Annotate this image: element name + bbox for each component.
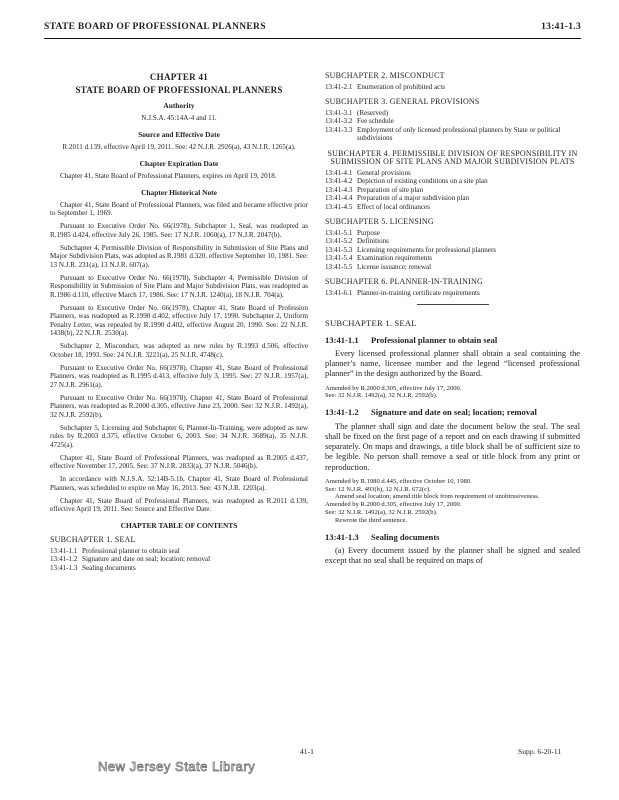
toc-subchapter-block (325, 278, 580, 297)
toc-subchapter-heading: SUBCHAPTER 6. PLANNER-IN-TRAINING (325, 277, 483, 286)
toc-entry-title: Preparation of site plan (357, 185, 423, 194)
toc-entry-number: 13:41-3.3 (325, 125, 353, 134)
toc-entry-title: Purpose (357, 228, 380, 237)
supplement-date: Supp. 6-20-11 (518, 747, 562, 756)
toc-entry[interactable] (50, 564, 308, 573)
toc-entry-title: Fee schedule (357, 117, 394, 125)
history-paragraph: Subchapter 2, Misconduct, was adopted as new rules by R.1993 d.506, effective October 18, 1993. See: 24 N.J.R. 3221(a), 25 N.J.R. 4748(c). (50, 342, 308, 359)
expiration-text: Chapter 41, State Board of Professional Planners, expires on April 19, 2018. (60, 171, 277, 180)
note-line: See: 12 N.J.R. 493(b), 12 N.J.R. 672(c). (325, 485, 431, 493)
toc-entry-number: 13:41-1.1 (50, 546, 78, 555)
source-text: R.2011 d.139, effective April 19, 2011. See: 42 N.J.R. 2926(a), 43 N.J.R. 1265(a). (62, 142, 296, 151)
note-line: Amended by R.2000 d.305, effective July 17, 2000. (325, 384, 462, 392)
toc-entry-number: 13:41-5.4 (325, 254, 353, 262)
history-paragraph: Pursuant to Executive Order No. 66(1978), Chapter 41, State Board of Profession Planners, was readopted as R.1990 d.402, effective July 17, 1990. Subchapter 2, Uniform Penalty Letter, was repealed by R.1990 d.402, effective August 20, 1990. See: 22 N.J.R. 1438(b), 22 N.J.R. 2530(a). (50, 303, 308, 337)
toc-entry[interactable] (325, 203, 580, 212)
toc-subchapter-heading: SUBCHAPTER 4. PERMISSIBLE DIVISION OF RESPONSIBILITY IN SUBMISSION OF SITE PLANS AND MAJOR SUBDIVISION PLATS (327, 148, 578, 166)
toc-entry[interactable] (325, 263, 580, 272)
toc-entry[interactable] (325, 186, 580, 195)
toc-heading: CHAPTER TABLE OF CONTENTS (120, 520, 238, 530)
chapter-title: STATE BOARD OF PROFESSIONAL PLANNERS (75, 84, 283, 95)
history-paragraph: Chapter 41, State Board of Professional Planners, was readopted as R.2005 d.437, effective November 17, 2005. See: 37 N.J.R. 2833(a), 37 N.J.R. 5046(b). (50, 453, 308, 470)
history-paragraph: Pursuant to Executive Order No. 66(1978), Subchapter 4, Permissible Division of Responsibility in Submission of Site Plans and Major Subdivision Plats, was readopted as R.1986 d.110, effective March 17, 1986. See: 17 N.J.R. 1240(a), 18 N.J.R. 704(a). (50, 273, 308, 299)
toc-entry-title: Definitions (357, 237, 389, 245)
toc-entry-title: Enumeration of prohibited acts (357, 82, 446, 91)
authority-text: N.J.S.A. 45:14A-4 and 11. (141, 113, 217, 122)
toc-subchapter-heading: SUBCHAPTER 1. SEAL (50, 535, 136, 544)
history-paragraph: Subchapter 4, Permissible Division of Responsibility in Submission of Site Plans and Major Subdivision Plats, was adopted as R.1981 d.320, effective September 10, 1981. See: 13 N.J.R. 231(a), 13 N.J.R. 607(a). (50, 243, 308, 269)
toc-entry-title: (Reserved) (357, 108, 389, 117)
toc-entry-number: 13:41-2.1 (325, 82, 353, 91)
toc-subchapter-heading: SUBCHAPTER 3. GENERAL PROVISIONS (325, 97, 480, 106)
history-paragraph: Pursuant to Executive Order No. 66(1978), Chapter 41, State Board of Professional Planners, was readopted as R.1995 d.413, effective July 3, 1995. See: 27 N.J.R. 1957(a), 27 N.J.R. 2961(a). (50, 363, 308, 389)
toc-entry-number: 13:41-4.3 (325, 185, 353, 194)
section-divider (417, 304, 489, 305)
running-header (44, 22, 581, 39)
note-line: Rewrote the third sentence. (335, 516, 408, 524)
toc-entry-title: General provisions (357, 168, 411, 177)
note-line: See: 32 N.J.R. 1492(a), 32 N.J.R. 2592(b). (325, 392, 438, 400)
toc-entry[interactable] (325, 117, 580, 126)
toc-entry-number: 13:41-1.2 (50, 555, 78, 563)
section-number: 13:41-1.2 (325, 407, 359, 418)
section-number: 13:41-1.1 (325, 334, 359, 345)
note-line: Amended by R.1980 d.445, effective October 10, 1980. (325, 477, 472, 485)
source-heading: Source and Effective Date (138, 130, 220, 139)
toc-entry-number: 13:41-5.2 (325, 237, 353, 245)
toc-entry[interactable] (325, 126, 580, 143)
history-paragraph: In accordance with N.J.S.A. 52:14B-5.1b, Chapter 41, State Board of Professional Planners, was scheduled to expire on May 16, 2013. See: 43 N.J.R. 1203(a). (50, 475, 308, 492)
toc-entry-number: 13:41-5.1 (325, 228, 353, 237)
toc-entry[interactable] (325, 229, 580, 238)
toc-entry-number: 13:41-3.2 (325, 117, 353, 125)
section-title: Professional planner to obtain seal (371, 334, 498, 345)
toc-subchapter-heading: SUBCHAPTER 2. MISCONDUCT (325, 71, 445, 80)
section-heading (325, 533, 580, 542)
header-title: STATE BOARD OF PROFESSIONAL PLANNERS (44, 22, 266, 32)
history-paragraph: Chapter 41, State Board of Professional Planners, was filed and became effective prior to September 1, 1969. (50, 200, 308, 217)
toc-subchapter-block (325, 98, 580, 143)
toc-entry-title: Professional planner to obtain seal (82, 546, 180, 555)
section-body: (a) Every document issued by the planner shall be signed and sealed except that no seal shall be required on maps of (325, 546, 580, 566)
toc-entry-number: 13:41-6.1 (325, 288, 353, 297)
toc-entry-title: Effect of local ordinances (357, 202, 430, 211)
toc-entry[interactable] (325, 177, 580, 186)
right-column (325, 72, 580, 571)
toc-entry-title: Planner-in-training certificate requirements (357, 288, 480, 297)
toc-entry[interactable] (325, 237, 580, 246)
left-column (50, 68, 308, 572)
toc-entry-title: Preparation of a major subdivision plan (357, 194, 470, 202)
amendment-note (325, 478, 580, 525)
toc-entry-number: 13:41-4.1 (325, 168, 353, 177)
toc-entry[interactable] (325, 194, 580, 203)
section-heading (325, 336, 580, 345)
section-body: Every licensed professional planner shall obtain a seal containing the planner’s name, licensee number and the legend “licensed professional planner” in the design authorized by the Board. (325, 349, 580, 379)
history-paragraph: Pursuant to Executive Order No. 66(1978), Chapter 41, State Board of Professional Planners, was readopted as R.2000 d.305, effective June 23, 2000. See: 32 N.J.R. 1492(a), 32 N.J.R. 2592(b). (50, 393, 308, 419)
toc-subchapter-block (325, 72, 580, 91)
toc-entry-number: 13:41-1.3 (50, 563, 78, 572)
toc-entry[interactable] (325, 169, 580, 178)
toc-entry[interactable] (325, 109, 580, 118)
toc-entry-title: Employment of only licensed professional planners by State or political subdivisions (357, 125, 561, 142)
subchapter-heading: SUBCHAPTER 1. SEAL (325, 318, 417, 328)
toc-entry-number: 13:41-5.5 (325, 262, 353, 271)
toc-subchapter-block (325, 150, 580, 212)
toc-entry-number: 13:41-5.3 (325, 245, 353, 254)
library-watermark: New Jersey State Library (98, 759, 256, 774)
toc-entry[interactable] (325, 254, 580, 263)
toc-entry[interactable] (50, 547, 308, 556)
toc-entry[interactable] (325, 289, 580, 298)
authority-heading: Authority (163, 101, 195, 110)
historical-note-heading: Chapter Historical Note (141, 188, 217, 197)
note-line: See: 32 N.J.R. 1492(a), 32 N.J.R. 2592(b). (325, 508, 438, 516)
toc-entry[interactable] (50, 555, 308, 564)
note-line: Amend seal location; amend title block from requirement of unobtrusiveness. (335, 493, 540, 501)
section-body: The planner shall sign and date the document below the seal. The seal shall be fixed on the first page of a report and on each drawing if submitted separately. On maps and drawings, a title block shall be of sufficient size to be legible. No person shall remove a seal or title block from any print or reproduction. (325, 421, 580, 472)
toc-subchapter-heading: SUBCHAPTER 5. LICENSING (325, 217, 434, 226)
expiration-heading: Chapter Expiration Date (139, 159, 219, 168)
toc-entry[interactable] (325, 246, 580, 255)
history-paragraph: Chapter 41, State Board of Professional Planners, was readopted as R.2011 d.139, effective April 19, 2011. See: Source and Effective Date. (50, 496, 308, 513)
toc-entry-title: Depiction of existing conditions on a site plan (357, 177, 488, 185)
toc-entry-title: License issuance; renewal (357, 262, 432, 271)
section-title: Signature and date on seal; location; removal (371, 407, 537, 418)
toc-entry-title: Sealing documents (82, 563, 136, 572)
history-paragraph: Subchapter 5, Licensing and Subchapter 6, Planner-In-Training, were adopted as new rules by R.2003 d.375, effective October 6, 2003. See: 34 N.J.R. 3689(a), 35 N.J.R. 4725(a). (50, 423, 308, 449)
history-paragraph: Pursuant to Executive Order No. 66(1978), Subchapter 1, Seal, was readopted as R.1985 d.424, effective July 26, 1985. See: 17 N.J.R. 1060(a), 17 N.J.R. 2047(b). (50, 222, 308, 239)
section-heading (325, 408, 580, 417)
toc-subchapter-block (325, 218, 580, 271)
toc-entry-number: 13:41-4.5 (325, 202, 353, 211)
toc-entry[interactable] (325, 83, 580, 92)
page-number: 41-1 (300, 747, 314, 756)
toc-entry-number: 13:41-4.4 (325, 194, 353, 202)
toc-entry-title: Signature and date on seal; location; removal (82, 555, 211, 563)
header-section-number: 13:41-1.3 (541, 22, 581, 32)
toc-entry-title: Licensing requirements for professional planners (357, 245, 497, 254)
toc-entry-number: 13:41-4.2 (325, 177, 353, 185)
toc-entry-number: 13:41-3.1 (325, 108, 353, 117)
section-number: 13:41-1.3 (325, 531, 359, 542)
toc-entry-title: Examination requirements (357, 254, 433, 262)
chapter-number: CHAPTER 41 (149, 72, 209, 82)
section-title: Sealing documents (371, 531, 440, 542)
note-line: Amended by R.2000 d.305, effective July 17, 2000. (325, 501, 462, 509)
amendment-note (325, 385, 580, 401)
